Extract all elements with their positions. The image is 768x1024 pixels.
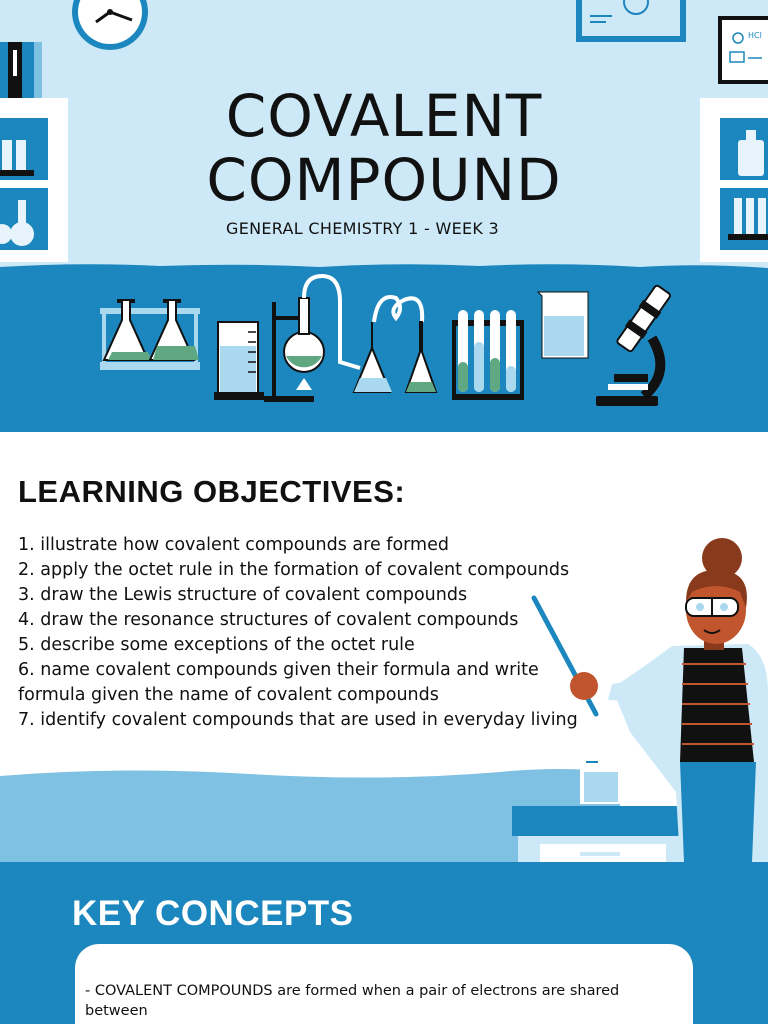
objectives-list xyxy=(18,533,583,733)
distillation-icon xyxy=(264,276,436,402)
clock-icon xyxy=(72,0,148,50)
key-concepts-text: - COVALENT COMPOUNDS are formed when a pair of electrons are shared between xyxy=(85,983,620,1019)
lab-bench xyxy=(512,806,692,862)
subtitle: GENERAL CHEMISTRY 1 - WEEK 3 xyxy=(226,219,500,238)
test-tube-rack-icon xyxy=(452,310,524,400)
objective-item: 1. illustrate how covalent compounds are formed xyxy=(18,535,449,555)
objective-item: 3. draw the Lewis structure of covalent compounds xyxy=(18,585,468,605)
page-title xyxy=(0,84,768,212)
lab-equipment-band xyxy=(0,262,768,432)
bench-beaker-icon xyxy=(580,748,622,804)
key-concepts-heading: KEY CONCEPTS xyxy=(72,894,354,933)
key-concepts-card xyxy=(75,944,693,1024)
flask-rack-icon xyxy=(100,300,200,370)
title-line-1: COVALENT xyxy=(225,82,543,150)
objectives-heading: LEARNING OBJECTIVES: xyxy=(18,474,406,509)
whiteboard-icon xyxy=(576,0,686,42)
microscope-icon xyxy=(596,283,673,406)
header-banner xyxy=(0,0,768,262)
chart-label: HCl xyxy=(748,31,762,40)
objective-item: 6. name covalent compounds given their formula and write formula given the name of covalent compounds xyxy=(18,660,539,705)
learning-objectives-section xyxy=(0,432,768,862)
objective-item: 7. identify covalent compounds that are used in everyday living xyxy=(18,710,578,730)
measuring-cup-icon xyxy=(538,292,588,358)
framed-chart-icon xyxy=(718,16,768,84)
objective-item: 4. draw the resonance structures of covalent compounds xyxy=(18,610,519,630)
objective-item: 2. apply the octet rule in the formation of covalent compounds xyxy=(18,560,570,580)
key-concepts-section xyxy=(0,862,768,1024)
lab-equipment-illustration xyxy=(0,262,768,432)
beaker-icon xyxy=(214,322,264,400)
objective-item: 5. describe some exceptions of the octet rule xyxy=(18,635,415,655)
title-line-2: COMPOUND xyxy=(206,146,562,214)
